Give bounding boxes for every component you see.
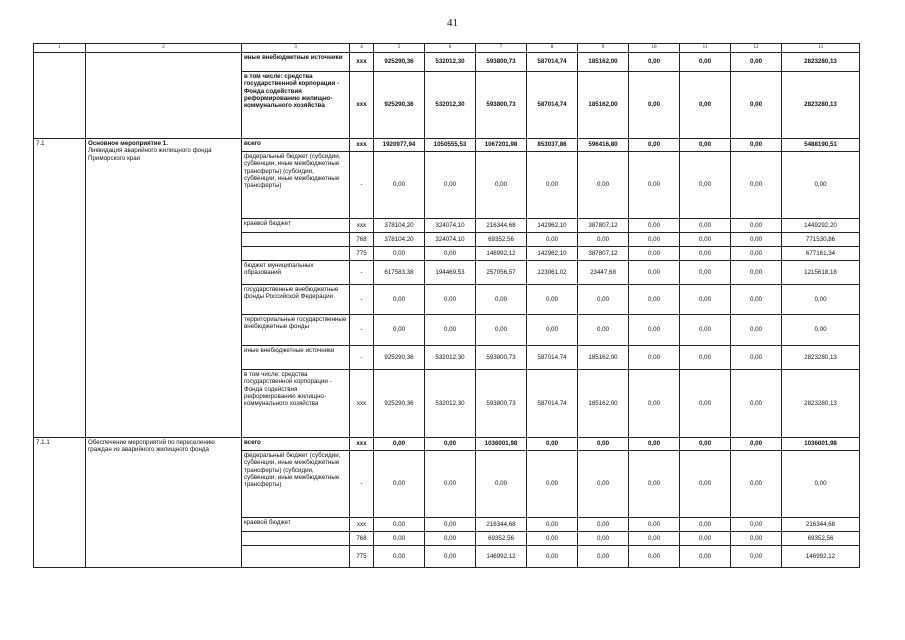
funding-source-cell: краевой бюджет [242, 219, 350, 233]
code-cell: - [350, 451, 374, 518]
value-cell: 0,00 [680, 532, 731, 546]
value-cell: 596416,80 [578, 139, 629, 152]
value-cell: 0,00 [374, 315, 425, 346]
value-cell: 0,00 [629, 518, 680, 532]
value-cell: 593800,73 [476, 346, 527, 370]
value-cell: 185162,00 [578, 346, 629, 370]
header-cell: 6 [425, 44, 476, 53]
value-cell: 0,00 [374, 451, 425, 518]
header-cell: 4 [350, 44, 374, 53]
header-row [34, 44, 860, 53]
value-cell: 0,00 [476, 315, 527, 346]
value-cell: 0,00 [680, 139, 731, 152]
value-cell: 185162,00 [578, 370, 629, 438]
value-cell: 0,00 [476, 451, 527, 518]
value-cell: 593800,73 [476, 72, 527, 139]
value-cell: 0,00 [374, 518, 425, 532]
value-cell: 925290,36 [374, 72, 425, 139]
value-cell: 0,00 [731, 261, 782, 285]
value-cell: 0,00 [527, 518, 578, 532]
value-cell: 0,00 [731, 346, 782, 370]
value-cell: 2823280,13 [782, 53, 860, 72]
value-cell: 0,00 [527, 451, 578, 518]
value-cell: 0,00 [680, 261, 731, 285]
code-cell: ххх [350, 370, 374, 438]
measure-description: Ликвидация аварийного жилищного фонда Приморского края [88, 147, 212, 162]
value-cell: 587014,74 [527, 53, 578, 72]
value-cell: 2823280,13 [782, 72, 860, 139]
value-cell: 587014,74 [527, 72, 578, 139]
value-cell: 0,00 [731, 546, 782, 568]
value-cell: 0,00 [629, 438, 680, 451]
funding-source-cell [242, 546, 350, 568]
value-cell: 0,00 [731, 438, 782, 451]
value-cell: 532012,30 [425, 53, 476, 72]
header-cell: 13 [782, 44, 860, 53]
value-cell: 0,00 [782, 451, 860, 518]
value-cell: 0,00 [680, 72, 731, 139]
value-cell: 0,00 [527, 233, 578, 247]
funding-source-cell [242, 532, 350, 546]
value-cell: 0,00 [731, 72, 782, 139]
value-cell: 0,00 [680, 315, 731, 346]
value-cell: 69352,56 [476, 532, 527, 546]
value-cell: 185162,00 [578, 72, 629, 139]
value-cell: 587014,74 [527, 346, 578, 370]
funding-source-cell: федеральный бюджет (субсидии, субвенции, иные межбюджетные трансферты) (субсидии, субвенции, иные межбюджетные трансферты) [242, 451, 350, 518]
value-cell: 0,00 [374, 546, 425, 568]
funding-source-cell: в том числе: средства государственной корпорации - Фонда содействия реформированию жилищно-коммунального хозяйства [242, 72, 350, 139]
value-cell: 2823280,13 [782, 346, 860, 370]
code-cell: ххх [350, 219, 374, 233]
value-cell: 324074,10 [425, 219, 476, 233]
value-cell: 593800,73 [476, 370, 527, 438]
value-cell: 0,00 [680, 346, 731, 370]
value-cell: 69352,56 [782, 532, 860, 546]
code-cell: 768 [350, 233, 374, 247]
code-cell: - [350, 261, 374, 285]
value-cell: 257056,57 [476, 261, 527, 285]
value-cell: 532012,30 [425, 72, 476, 139]
value-cell: 142962,10 [527, 219, 578, 233]
value-cell: 1036001,98 [476, 438, 527, 451]
funding-source-cell: государственные внебюджетные фонды Российской Федерации [242, 285, 350, 315]
funding-source-cell: в том числе: средства государственной корпорации - Фонда содействия реформированию жилищно-коммунального хозяйства [242, 370, 350, 438]
value-cell: 146992,12 [476, 546, 527, 568]
code-cell: 775 [350, 546, 374, 568]
value-cell: 0,00 [476, 285, 527, 315]
value-cell: 0,00 [578, 285, 629, 315]
header-cell: 8 [527, 44, 578, 53]
value-cell: 123061,02 [527, 261, 578, 285]
value-cell: 0,00 [527, 315, 578, 346]
code-cell: ххх [350, 72, 374, 139]
header-cell: 1 [34, 44, 86, 53]
value-cell: 0,00 [425, 451, 476, 518]
row-number-cell: 7.1 [34, 139, 86, 438]
value-cell: 925290,36 [374, 370, 425, 438]
value-cell: 0,00 [680, 285, 731, 315]
measure-name-cell: Обеспечение мероприятий по переселению граждан из аварийного жилищного фонда [86, 438, 242, 568]
page-number: 41 [447, 17, 458, 29]
value-cell: 0,00 [578, 532, 629, 546]
value-cell: 0,00 [425, 532, 476, 546]
value-cell: 0,00 [731, 219, 782, 233]
value-cell: 0,00 [629, 532, 680, 546]
value-cell: 0,00 [578, 315, 629, 346]
value-cell: 0,00 [731, 152, 782, 219]
value-cell: 0,00 [629, 139, 680, 152]
code-cell: ххх [350, 139, 374, 152]
value-cell: 925290,36 [374, 53, 425, 72]
value-cell: 532012,30 [425, 370, 476, 438]
value-cell: 0,00 [629, 261, 680, 285]
value-cell: 0,00 [629, 219, 680, 233]
value-cell: 0,00 [629, 152, 680, 219]
value-cell: 0,00 [680, 247, 731, 261]
value-cell: 185162,00 [578, 53, 629, 72]
value-cell: 0,00 [374, 152, 425, 219]
value-cell: 387807,12 [578, 247, 629, 261]
value-cell: 142962,10 [527, 247, 578, 261]
value-cell: 0,00 [527, 546, 578, 568]
value-cell: 0,00 [425, 546, 476, 568]
value-cell: 324074,10 [425, 233, 476, 247]
funding-source-cell [242, 247, 350, 261]
value-cell: 853037,86 [527, 139, 578, 152]
value-cell: 0,00 [374, 438, 425, 451]
value-cell: 0,00 [680, 53, 731, 72]
value-cell: 0,00 [527, 152, 578, 219]
funding-source-cell: краевой бюджет [242, 518, 350, 532]
value-cell: 617583,38 [374, 261, 425, 285]
value-cell: 0,00 [425, 518, 476, 532]
value-cell: 0,00 [680, 233, 731, 247]
value-cell: 0,00 [629, 247, 680, 261]
value-cell: 0,00 [527, 532, 578, 546]
value-cell: 0,00 [629, 370, 680, 438]
value-cell: 0,00 [782, 315, 860, 346]
header-cell: 7 [476, 44, 527, 53]
table-row [34, 438, 860, 451]
value-cell: 0,00 [425, 315, 476, 346]
code-cell: - [350, 315, 374, 346]
value-cell: 0,00 [425, 247, 476, 261]
value-cell: 771530,86 [782, 233, 860, 247]
value-cell: 1215618,18 [782, 261, 860, 285]
code-cell: ххх [350, 53, 374, 72]
value-cell: 0,00 [374, 285, 425, 315]
value-cell: 0,00 [629, 315, 680, 346]
value-cell: 0,00 [578, 518, 629, 532]
value-cell: 216344,68 [782, 518, 860, 532]
value-cell: 0,00 [629, 53, 680, 72]
value-cell: 0,00 [680, 546, 731, 568]
value-cell: 1036001,98 [782, 438, 860, 451]
value-cell: 0,00 [731, 233, 782, 247]
code-cell: - [350, 152, 374, 219]
funding-source-cell: иные внебюджетные источники [242, 346, 350, 370]
value-cell: 0,00 [731, 53, 782, 72]
value-cell: 0,00 [578, 152, 629, 219]
funding-source-cell: всего [242, 139, 350, 152]
funding-source-cell: бюджет муниципальных образований [242, 261, 350, 285]
measure-name-cell [86, 53, 242, 139]
value-cell: 0,00 [731, 532, 782, 546]
funding-source-cell: территориальные государственные внебюджетные фонды [242, 315, 350, 346]
value-cell: 0,00 [782, 285, 860, 315]
code-cell: 768 [350, 532, 374, 546]
code-cell: ххх [350, 518, 374, 532]
value-cell: 378104,20 [374, 233, 425, 247]
value-cell: 2823280,13 [782, 370, 860, 438]
value-cell: 0,00 [629, 72, 680, 139]
value-cell: 0,00 [680, 219, 731, 233]
value-cell: 0,00 [731, 247, 782, 261]
value-cell: 0,00 [527, 438, 578, 451]
value-cell: 146992,12 [782, 546, 860, 568]
value-cell: 0,00 [680, 518, 731, 532]
header-cell: 9 [578, 44, 629, 53]
value-cell: 1067201,98 [476, 139, 527, 152]
value-cell: 0,00 [425, 152, 476, 219]
funding-source-cell: иные внебюджетные источники [242, 53, 350, 72]
table-row [34, 139, 860, 152]
value-cell: 0,00 [680, 370, 731, 438]
code-cell: - [350, 285, 374, 315]
value-cell: 0,00 [731, 370, 782, 438]
measure-title: Основное мероприятие 1. [88, 140, 168, 147]
value-cell: 0,00 [629, 233, 680, 247]
value-cell: 0,00 [578, 233, 629, 247]
value-cell: 0,00 [578, 438, 629, 451]
value-cell: 587014,74 [527, 370, 578, 438]
value-cell: 0,00 [629, 451, 680, 518]
value-cell: 0,00 [629, 346, 680, 370]
value-cell: 0,00 [374, 532, 425, 546]
value-cell: 146992,12 [476, 247, 527, 261]
header-cell: 3 [242, 44, 350, 53]
value-cell: 216344,68 [476, 219, 527, 233]
value-cell: 194469,53 [425, 261, 476, 285]
value-cell: 925290,36 [374, 346, 425, 370]
value-cell: 216344,68 [476, 518, 527, 532]
header-cell: 10 [629, 44, 680, 53]
value-cell: 378104,20 [374, 219, 425, 233]
value-cell: 532012,30 [425, 346, 476, 370]
value-cell: 0,00 [731, 315, 782, 346]
header-cell: 5 [374, 44, 425, 53]
funding-source-cell: всего [242, 438, 350, 451]
value-cell: 0,00 [629, 546, 680, 568]
value-cell: 677161,34 [782, 247, 860, 261]
value-cell: 1050555,53 [425, 139, 476, 152]
value-cell: 0,00 [680, 152, 731, 219]
value-cell: 1449292,20 [782, 219, 860, 233]
value-cell: 0,00 [527, 285, 578, 315]
code-cell: ххх [350, 438, 374, 451]
value-cell: 0,00 [578, 546, 629, 568]
value-cell: 0,00 [680, 438, 731, 451]
budget-table [33, 43, 860, 568]
header-cell: 12 [731, 44, 782, 53]
code-cell: - [350, 346, 374, 370]
value-cell: 23447,68 [578, 261, 629, 285]
row-number-cell [34, 53, 86, 139]
value-cell: 0,00 [731, 139, 782, 152]
value-cell: 0,00 [731, 518, 782, 532]
value-cell: 0,00 [374, 247, 425, 261]
row-number-cell: 7.1.1 [34, 438, 86, 568]
value-cell: 0,00 [731, 285, 782, 315]
value-cell: 0,00 [629, 285, 680, 315]
value-cell: 0,00 [425, 438, 476, 451]
value-cell: 0,00 [782, 152, 860, 219]
code-cell: 775 [350, 247, 374, 261]
header-cell: 11 [680, 44, 731, 53]
value-cell: 387807,12 [578, 219, 629, 233]
value-cell: 0,00 [680, 451, 731, 518]
measure-name-cell [86, 139, 242, 438]
value-cell: 593800,73 [476, 53, 527, 72]
table-row [34, 53, 860, 72]
value-cell: 0,00 [578, 451, 629, 518]
value-cell: 69352,56 [476, 233, 527, 247]
funding-source-cell [242, 233, 350, 247]
value-cell: 0,00 [476, 152, 527, 219]
header-cell: 2 [86, 44, 242, 53]
value-cell: 5488190,51 [782, 139, 860, 152]
value-cell: 0,00 [731, 451, 782, 518]
value-cell: 1920977,94 [374, 139, 425, 152]
value-cell: 0,00 [425, 285, 476, 315]
funding-source-cell: федеральный бюджет (субсидии, субвенции, иные межбюджетные трансферты) (субсидии, субвенции, иные межбюджетные трансферты) [242, 152, 350, 219]
